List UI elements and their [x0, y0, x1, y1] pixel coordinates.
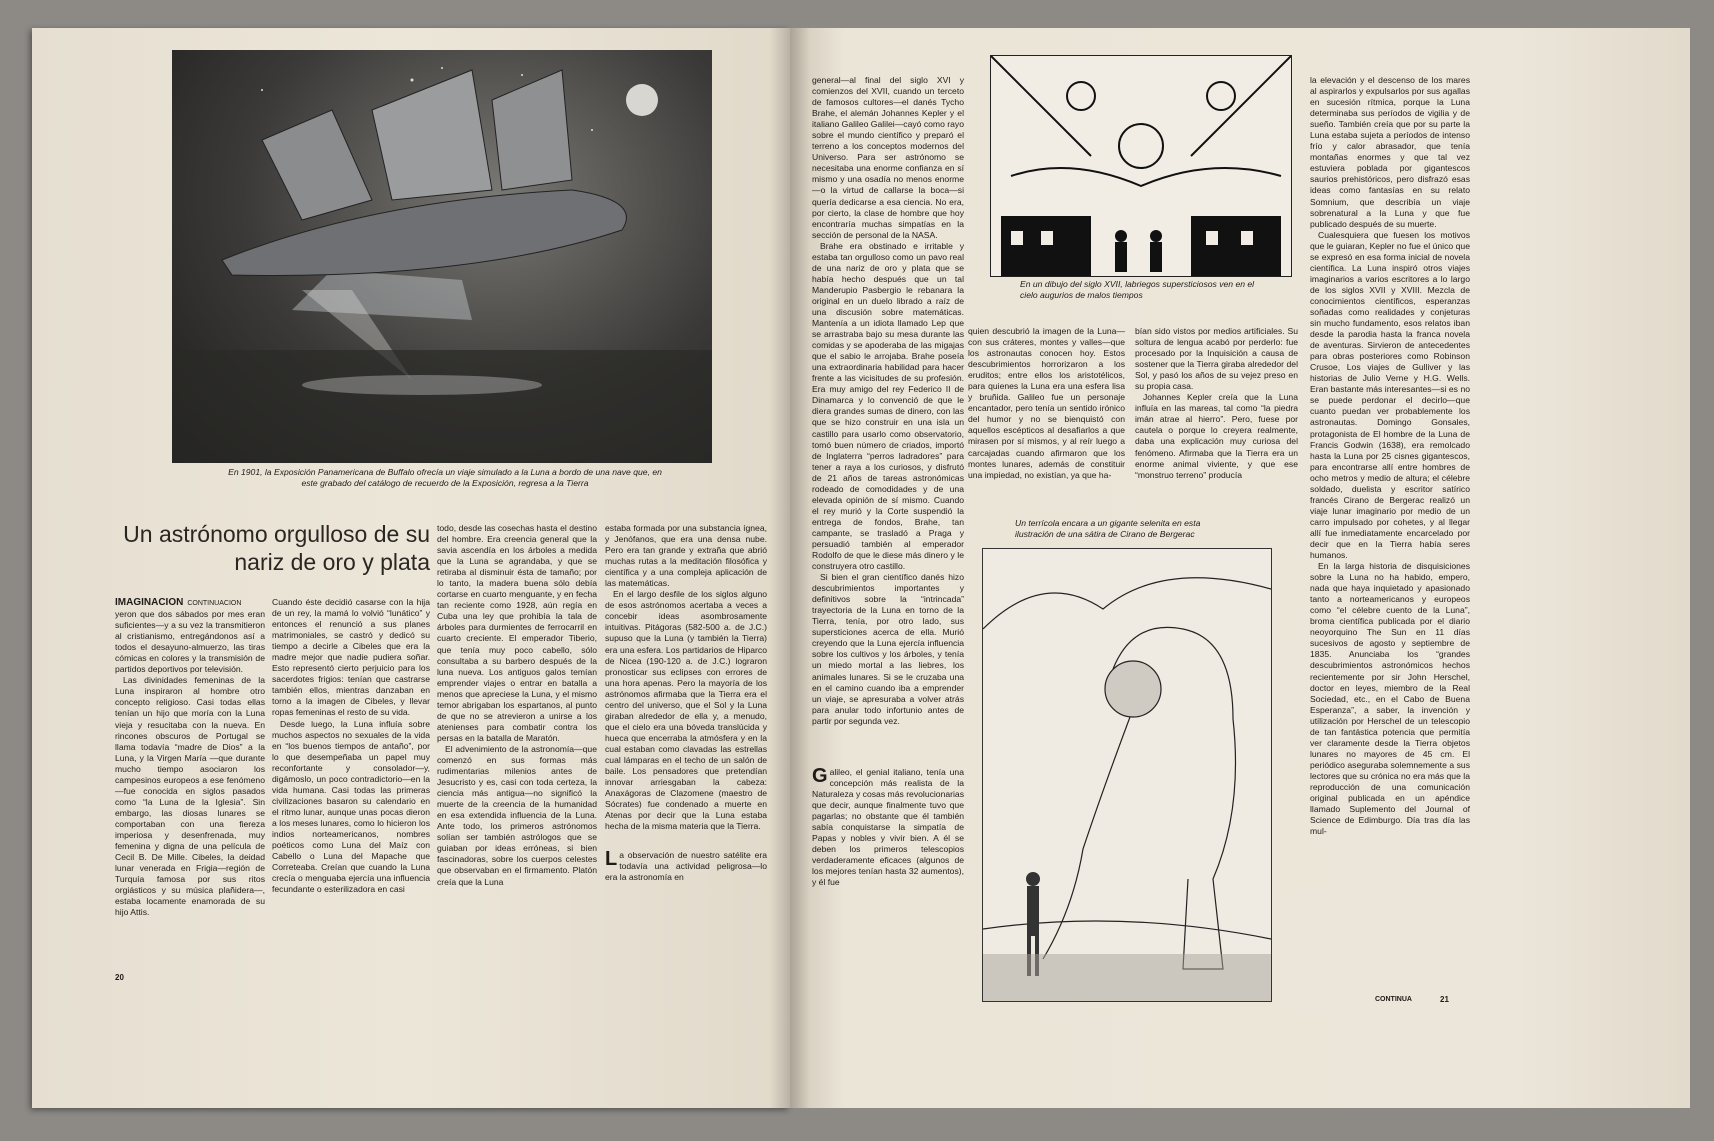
- right-column-c: bían sido vistos por medios artificiales. Su soltura de lengua acabó por perderlo: fue procesado por la Inquisición a causa de sostener que la Tierra giraba alrededor del Sol, y pasó los años de su vejez preso en su propia casa. Johannes Kepler creía que la Luna influía en las mareas, tal como “la piedra imán atrae al hierro”. Pero, fuese por cautela o porque lo creyera realmente, daba una explicación muy curiosa del fenómeno. Afirmaba que la Tierra era un enorme animal viviente, y que ese “monstruo terreno” producía: [1135, 326, 1298, 480]
- giant-selenite-illustration: [982, 548, 1272, 1002]
- right-column-d: la elevación y el descenso de los mares al aspirarlos y expulsarlos por sus agallas en sucesión rítmica, porque la Luna determinaba sus períodos de vigilia y de sueño. También creía que por su parte la Luna estaba sujeta a períodos de intenso frío y calor abrasador, que tenía montañas enormes y que tal vez estuviera poblada por gigantescos saurios prehistóricos, pero disfrazó esas ideas como fantasías en su relato Somnium, que describía un viaje sobrenatural a la Luna y que fue publicado después de su muerte. Cualesquiera que fuesen los motivos que le guiaran, Kepler no fue el único que se expresó en esa forma inicial de novela científica. La Luna inspiró otros viajes imaginarios a varios escritores a lo largo de los siglos XVII y XVIII. Mezcla de conocimientos científicos, esperanzas soñadas como realidades y conjeturas sin mucho fundamento, esos relatos iban desde la parodia hasta la franca novela de aventuras. Sirvieron de antecedentes para obras posteriores como Robinson Crusoe, Los viajes de Gulliver y las historias de Julio Verne y H.G. Wells. Eran bastante más interesantes—si es no se puede perdonar el decirlo—que cuanto puedan ver probablemente los astronautas. Domingo Gonsales, protagonista de El hombre de la Luna de Francis Godwin (1638), era remolcado hasta la Luna por 25 cisnes gigantescos, para encontrarse allí entre hombres de ocho metros y medio de altura; el célebre soldado, duelista y escritor satírico francés Cirano de Bergerac realizó un viaje lunar imaginario por medio de un carro impulsado por cohetes, y al llegar allí fue inmediatamente encarcelado por decir que en la Tierra había seres humanos. En la larga historia de disquisiciones sobre la Luna no ha habido, empero, nada que haya inquietado y apasionado tanto a norteamericanos y europeos como “el célebre cuento de la Luna”, broma científica publicada por el diario neoyorquino The Sun en 11 días sucesivos de agosto y septiembre de 1835. Anunciaba los “grandes descubrimientos astronómicos hechos recientemente por sir John Herschel, doctor en leyes, miembro de la Real Sociedad, etc., en el Cabo de Buena Esperanza”, a saber, la invención y utilización por Herschel de un telescopio de tan fantástica potencia que permitía ver claramente desde la Tierra objetos lunares no mayores de 45 cm. El periódico aseguraba solemnemente a sus lectores que su crónica no era más que la reproducción de una comunicación original publicada en un apéndice llamado Suplemento del Journal of Science de Edimburgo. Día tras día las mul-: [1310, 75, 1470, 837]
- left-column-4: estaba formada por una substancia ígnea, y Jenófanos, que era una densa nube. Pero era tan grande y extraña que abrió muchas rutas a la meditación filosófica y científica y a una compleja aplicación de las matemáticas. En el largo desfile de los siglos alguno de esos astrónomos acertaba a veces a concebir ideas asombrosamente intuitivas. Pitágoras (582-500 a. de J.C.) supuso que la Luna (y también la Tierra) era una esfera. Los partidarios de Hiparco de Nicea (190-120 a. de J.C.) lograron pronosticar sus eclipses con errores de una hora apenas. Pero la mayoría de los astrónomos afirmaba que la Tierra era el centro del universo, que el Sol y la Luna giraban alrededor de ella y, a menudo, que el cielo era una bóveda translúcida y hueca que encerraba la atmósfera y en la cual estaban como clavadas las estrellas cual lámparas en el techo de un salón de baile. Los pensadores que pretendían innovar arriesgaban la cabeza: Anaxágoras de Clazomene (maestro de Sócrates) fue condenado a muerte en Atenas por decir que la Luna estaba hecha de la misma materia que la Tierra. La observación de nuestro satélite era todavía una actividad peligrosa—lo era la astronomía en: [605, 523, 767, 883]
- right-column-a: general—al final del siglo XVI y comienzos del XVII, cuando un terceto de famosos cultores—el danés Tycho Brahe, el alemán Johannes Kepler y el italiano Galileo Galilei—cayó como rayo sobre el mundo científico y preparó el terreno a los conceptos modernos del Universo. Para ser astrónomo se necesitaba una enorme confianza en sí mismo y una osadía no menos enorme—o la virtud de callarse la boca—si quería dedicarse a esa ciencia. No era, por cierto, la clase de hombre que hoy encontraría muchas simpatías en la sección de personal de la NASA. Brahe era obstinado e irritable y estaba tan orgulloso como un pavo real de una nariz de oro y plata que se había hecho después que un tal Manderupio Pasbergio le rebanara la original en un duelo librado a raíz de una discusión sobre matemáticas. Mantenía a un idiota llamado Lep que se arrastraba bajo su mesa durante las comidas y se apoderaba de las migajas que el sabio le arrojaba. Brahe poseía una extraordinaria habilidad para hacer frente a las vicisitudes de su profesión. Era muy amigo del rey Federico II de Dinamarca y lo convenció de que le diera grandes sumas de dinero, con las que se hizo construir en una isla un castillo para usarlo como observatorio, tomó buen número de criados, importó de Inglaterra “perros ladradores” para tener a raya a los curiosos, y disfrutó de 21 años de tareas astronómicas rodeado de comodidades y de una elevada opinión de sí mismo. Cuando el rey murió y la Corte suspendió la entrega de fondos, Brahe, tan campante, se trasladó a Praga y persuadió también al emperador Rodolfo de que le diese más dinero y le construyera otro castillo. Si bien el gran científico danés hizo descubrimientos importantes y definitivos sobre la “intrincada” trayectoria de la Luna en torno de la Tierra, tenía, por otro lado, sus supersticiones acerca de ella. Murió creyendo que la Luna ejercía influencia sobre los cultivos y los árboles, y tenía un miedo mortal a las liebres, los animales lunares. Si se le cruzaba una en el camino cuando iba a emprender un viaje, se apresuraba a volver atrás para anular todo infortunio antes de partir por segunda vez. Galileo, el genial italiano, tenía una concepción más realista de la Naturaleza y cosas más revolucionarias que decir, aunque finalmente tuvo que pagarlas; no obstante que él también sabía conquistarse la simpatía de Papas y nobles y vivir bien. A él se deben los primeros telescopios verdaderamente eficaces (algunos de los mejores tenían hasta 32 aumentos), y él fue: [812, 75, 964, 888]
- spine-shadow: [770, 28, 810, 1108]
- giant-caption: Un terrícola encara a un gigante selenita en esta ilustración de una sátira de Cirano de Bergerac: [1015, 518, 1201, 539]
- right-column-b: quien descubrió la imagen de la Luna—con sus cráteres, montes y valles—que los astronautas conocen hoy. Estos descubrimientos horrorizaron a los eruditos; entre ellos los aristotélicos, para quienes la Luna era una esfera lisa y bruñida. Galileo fue un personaje encantador, pero tenía un sentido irónico del humor y no se bienquistó con aquellos escépticos al desafiarlos a que mirasen por sí mismos, y al reír luego a carcajadas cuando afirmaron que los montes lunares, además de constituir una impiedad, no existían, ya que ha-: [968, 326, 1125, 480]
- giant-drawing: [983, 549, 1271, 1001]
- airship-engraving: [172, 50, 712, 463]
- airship-caption: En 1901, la Exposición Panamericana de Buffalo ofrecía un viaje simulado a la Luna a bordo de una nave que, en este grabado del catálogo de recuerdo de la Exposición, regresa a la Tierra: [228, 467, 662, 488]
- left-column-2: Cuando éste decidió casarse con la hija de un rey, la mamá lo volvió “lunático” y entonces el renunció a sus planes matrimoniales, se castró y dedicó su tiempo a decirle a Cibeles que era la madre mejor que nadie pudiera soñar. Esto representó cierto perjuicio para los sacerdotes frigios: tenían que castrarse también ellos, mientras danzaban en torno a la imagen de Cibeles, y llevar ropas femeninas el resto de su vida. Desde luego, la Luna influía sobre muchos aspectos no sexuales de la vida en “los buenos tiempos de antaño”, por lo que desempeñaba un papel muy reconfortante y consolador—y, digámoslo, un poco contradictorio—en la vida humana. Casi todas las primeras civilizaciones basaron su calendario en el ritmo lunar, aunque unas pocas dieron a los meses lunares, como lo hicieron los indios norteamericanos, nombres poéticos como Luna del Maíz con Cabello o Luna del Mapache que Correteaba. Creían que cuando la Luna crecía o menguaba ejercía una influencia fecundante o esterilizadora en casi: [272, 597, 430, 895]
- airship-drawing: [172, 50, 712, 463]
- woodcut-omens-illustration: [990, 55, 1292, 277]
- section-label: IMAGINACION CONTINUACION: [115, 597, 242, 608]
- page-number-right: 21: [1440, 995, 1449, 1004]
- woodcut-drawing: [991, 56, 1291, 276]
- woodcut-caption: En un dibujo del siglo XVII, labriegos supersticiosos ven en el cielo augurios de malos tiempos: [1020, 279, 1255, 300]
- left-column-1: IMAGINACION CONTINUACION yeron que dos sábados por mes eran suficientes—y a su vez la transmitieron al cristianismo, entregándonos así a todos el desayuno-almuerzo, las tiras cómicas en colores y la transmisión de partidos deportivos por televisión. Las divinidades femeninas de la Luna inspiraron al hombre otro concepto religioso. Casi todas ellas tenían un hijo que moría con la Luna vieja y resucitaba con la nueva. En rincones obscuros de Portugal se llama todavía “madre de Dios” a la Luna, y la Virgen María —que durante mucho tiempo asociaron los campesinos europeos a ese fenómeno—fue conocida en siglos pasados como “la Luna de la Iglesia”. Sin embargo, las diosas lunares se comportaban con una fiereza imperiosa y desenfrenada, muy femenina y digna de una película de Cecil B. De Mille. Cibeles, la deidad lunar venerada en Frigia—región de Turquía famosa por sus ritos orgiásticos y su música plañidera—, estaba locamente enamorada de su hijo Attis.: [115, 597, 265, 918]
- left-column-3: todo, desde las cosechas hasta el destino del hombre. Era creencia general que la savia ascendía en los árboles a medida que la Luna se agrandaba, y que se retiraba al disminuir ésta de tamaño; por lo tanto, la madera buena sólo debía cortarse en cuarto menguante, y en fecha tan reciente como 1928, aún regía en Cuba una ley que prohibía la tala de árboles para durmientes de ferrocarril en cuarto creciente. El emperador Tiberio, que tenía muy poco cabello, sólo consultaba a su barbero después de la luna nueva. Los antiguos galos temían emprender viajes o entrar en batalla a menos que apreciese la Luna, y el mismo temor abrigaban los espartanos, al punto de que no se atrevieron a unirse a los atenienses para combatir contra los persas en la batalla de Maratón. El advenimiento de la astronomía—que comenzó en sus formas más rudimentarias milenios antes de Jesucristo y es, casi con toda certeza, la ciencia más antigua—no significó la muerte de la creencia de la humanidad en esa extendida influencia de la Luna. Ante todo, los primeros astrónomos solían ser también astrólogos que se guiaban por ideas erróneas, si bien fascinadoras, sobre los cuerpos celestes que observaban en el firmamento. Platón creía que la Luna: [437, 523, 597, 887]
- article-title: Un astrónomo orgulloso de su nariz de oro y plata: [123, 521, 430, 575]
- page-number-left: 20: [115, 973, 124, 982]
- continues-label: CONTINUA: [1375, 996, 1412, 1003]
